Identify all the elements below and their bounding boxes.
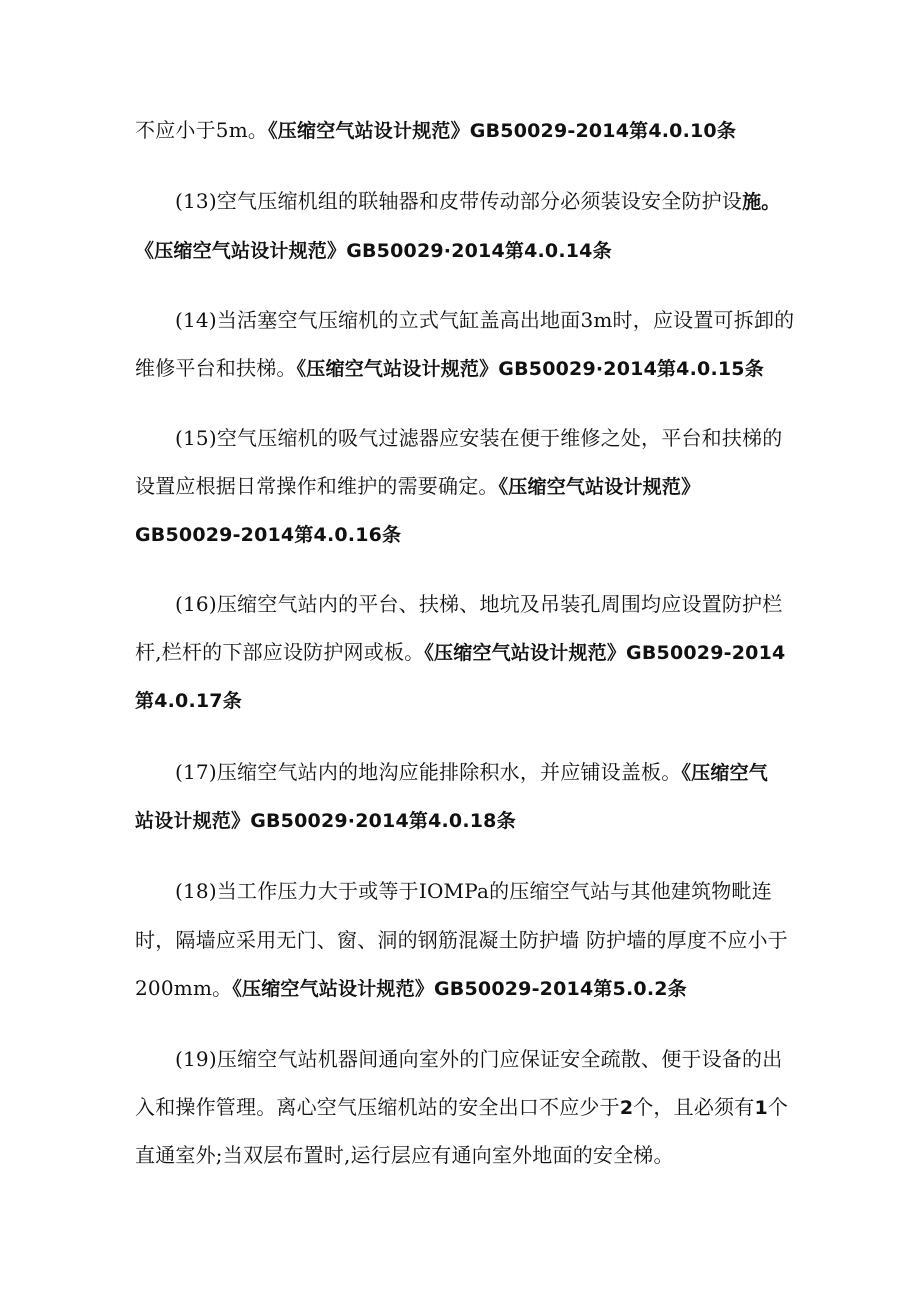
- line-text: (18)当工作压力大于或等于IOMPa的压缩空气站与其他建筑物毗连: [175, 879, 772, 903]
- citation: 《压缩空气站设计规范》: [498, 476, 701, 498]
- line-text: (14)当活塞空气压缩机的立式气缸盖高出地面3m时，应设置可拆卸的: [175, 308, 795, 332]
- citation: 《压缩空气站设计规范》GB50029-2014第4.0.10条: [268, 120, 737, 142]
- paragraph-17: [175, 758, 768, 787]
- citation: 《压缩空气站设计规范》GB50029-2014第5.0.2条: [232, 978, 687, 1000]
- text-line: [135, 926, 788, 954]
- line-text: 维修平台和扶梯。: [135, 356, 297, 380]
- line-text: 不应小于5m。: [135, 118, 269, 142]
- citation: 《压缩空气站设计规范》GB50029·2014第4.0.15条: [296, 358, 764, 380]
- line-text: (17)压缩空气站内的地沟应能排除积水，并应铺设盖板。: [175, 760, 682, 784]
- citation: 站设计规范》GB50029·2014第4.0.18条: [135, 810, 516, 832]
- citation: 《压缩空气: [681, 762, 768, 784]
- line-text: 个: [767, 1095, 789, 1119]
- line-text: (13)空气压缩机组的联轴器和皮带传动部分必须装设安全防护设: [175, 189, 743, 213]
- line-text: (15)空气压缩机的吸气过滤器应安装在便于维修之处，平台和扶梯的: [175, 426, 783, 450]
- text-line: [135, 686, 242, 715]
- text-line: [135, 638, 785, 667]
- paragraph-16: [175, 590, 782, 618]
- line-text: 个，且必须有: [633, 1095, 755, 1119]
- paragraph-13: [175, 187, 780, 216]
- line-text: (19)压缩空气站机器间通向室外的门应保证安全疏散、便于设备的出: [175, 1047, 783, 1071]
- text-line: [135, 806, 516, 835]
- paragraph-15: [175, 424, 782, 452]
- line-text: (16)压缩空气站内的平台、扶梯、地坑及吊装孔周围均应设置防护栏: [175, 592, 783, 616]
- text-line: [135, 472, 700, 501]
- text-line: [135, 116, 736, 145]
- line-text: 入和操作管理。离心空气压缩机站的安全出口不应少于: [135, 1095, 620, 1119]
- text-line: [135, 1141, 674, 1169]
- paragraph-18: [175, 877, 772, 905]
- text-line: [135, 236, 612, 265]
- line-text: 时，隔墙应采用无门、窗、洞的钢筋混凝土防护墙 防护墙的厚度不应小于: [135, 928, 788, 952]
- text-line: [135, 1093, 788, 1122]
- citation: GB50029-2014第4.0.16条: [135, 524, 402, 546]
- line-text-bold: 1: [754, 1097, 768, 1119]
- citation: 第4.0.17条: [135, 690, 242, 712]
- line-text-bold: 2: [619, 1097, 634, 1119]
- line-text: 设置应根据日常操作和维护的需要确定。: [135, 474, 499, 498]
- paragraph-14: [175, 306, 794, 334]
- line-text: 200mm。: [135, 976, 233, 1000]
- text-line: [135, 974, 687, 1003]
- citation: 《压缩空气站设计规范》GB50029·2014第4.0.14条: [135, 240, 612, 262]
- citation: 《压缩空气站设计规范》GB50029-2014: [424, 642, 786, 664]
- text-line: [135, 520, 401, 549]
- paragraph-19: [175, 1045, 782, 1073]
- text-line: [135, 354, 764, 383]
- line-text-bold: 施。: [742, 191, 781, 213]
- line-text: 直通室外;当双层布置时,运行层应有通向室外地面的安全梯。: [135, 1143, 674, 1167]
- line-text: 杆,栏杆的下部应设防护网或板。: [135, 640, 425, 664]
